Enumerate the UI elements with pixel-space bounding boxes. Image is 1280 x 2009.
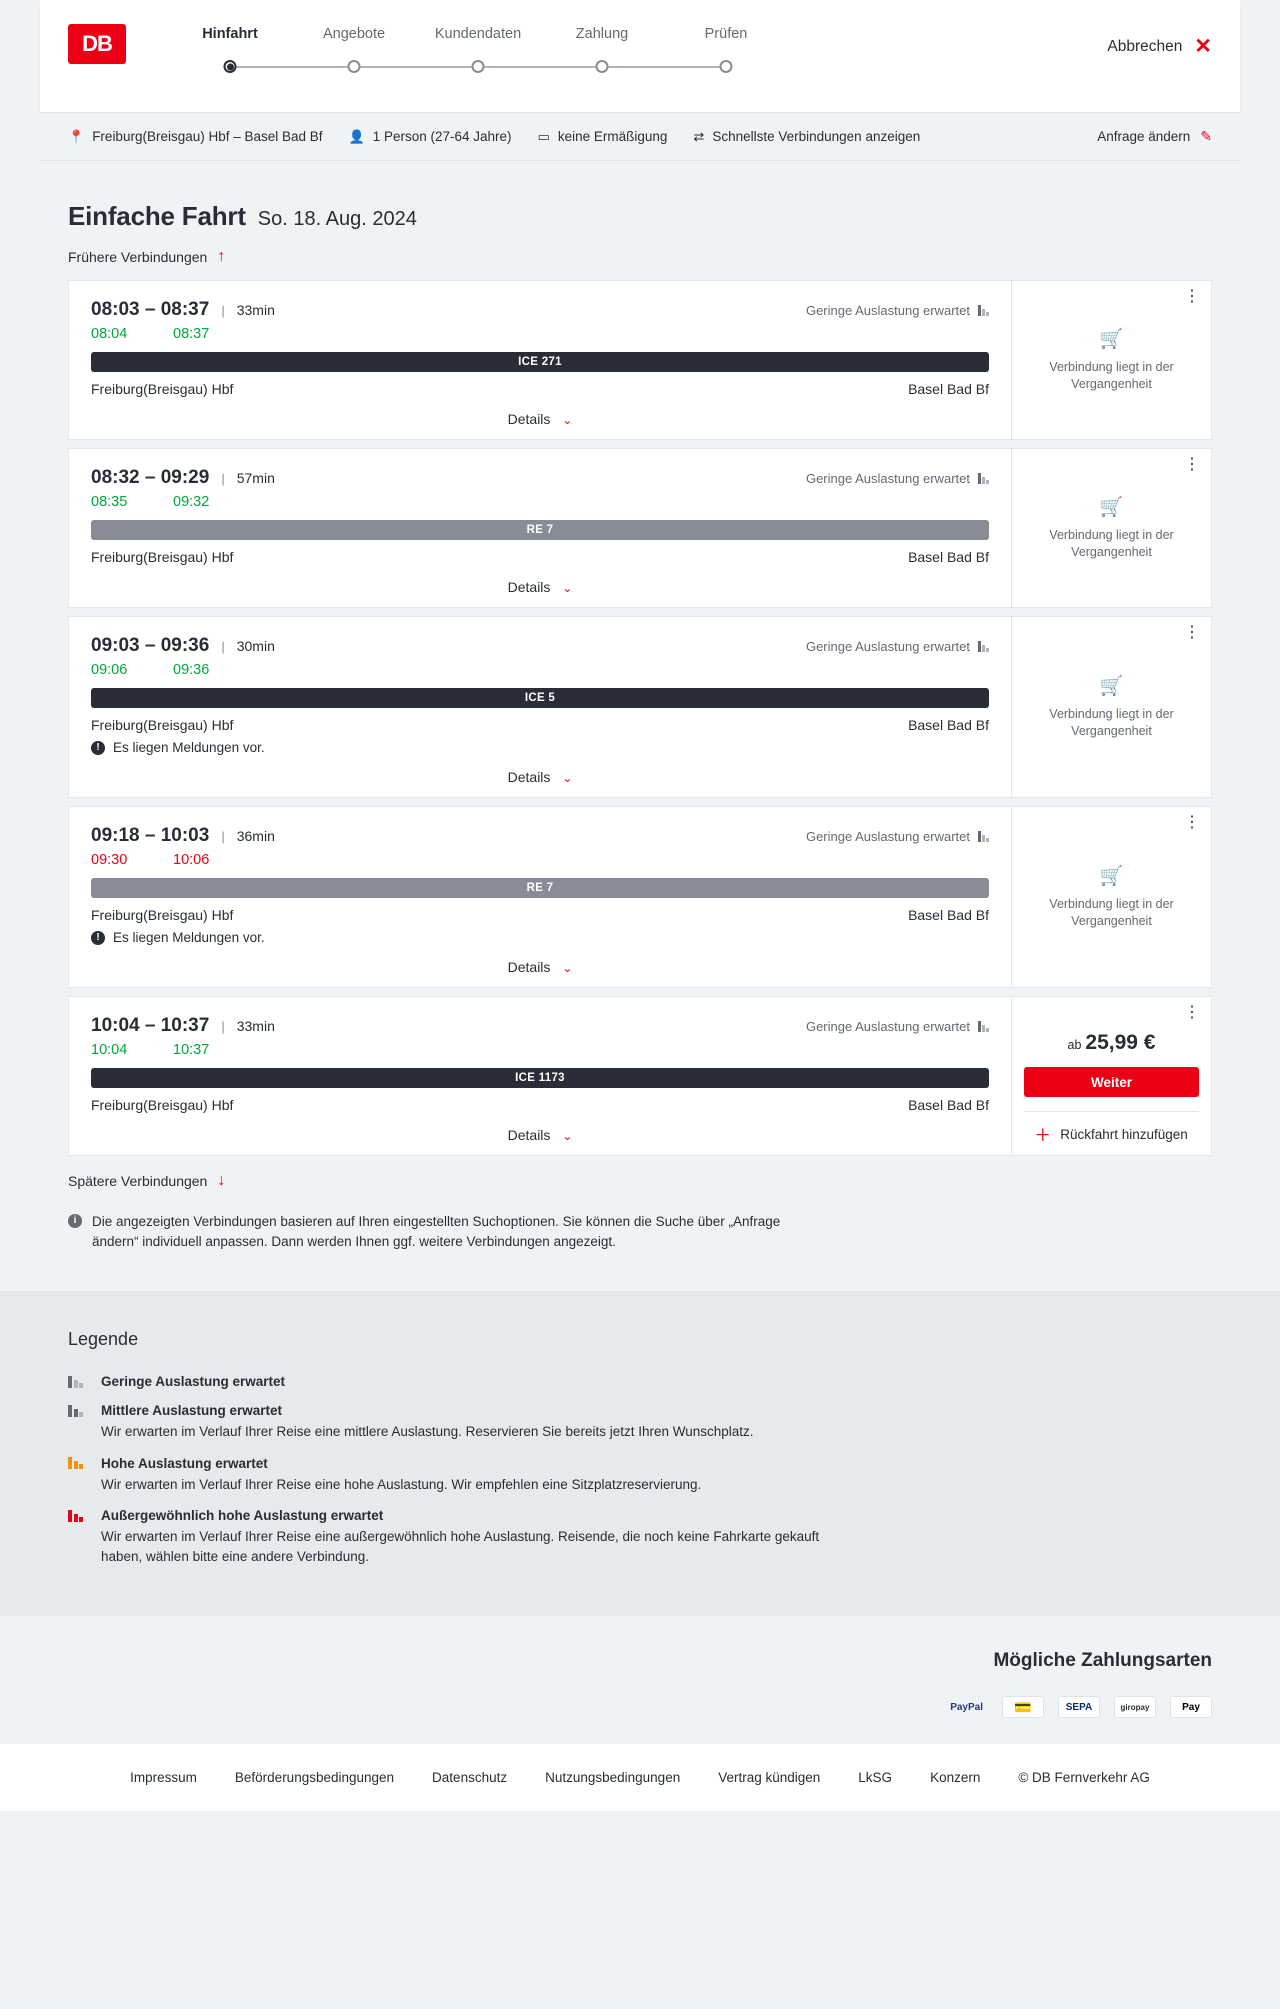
query-passengers-label: 1 Person (27-64 Jahre)	[372, 129, 512, 144]
connection-row[interactable]	[68, 616, 1212, 798]
chevron-down-icon: ⌄	[562, 771, 573, 785]
step-dot-icon	[720, 60, 733, 73]
realtime-departure: 09:30	[91, 852, 128, 868]
footer	[0, 1744, 1280, 1811]
step-label: Kundendaten	[434, 26, 522, 42]
past-connection-text: Verbindung liegt in der Vergangenheit	[1049, 897, 1174, 928]
earlier-connections-button[interactable]	[68, 248, 1212, 266]
station-to: Basel Bad Bf	[908, 1097, 989, 1113]
cancel-label: Abbrechen	[1107, 37, 1183, 55]
transfer-arrows-icon: ⇄	[693, 128, 705, 144]
connection-stations	[91, 907, 989, 923]
step-dot-icon	[472, 60, 485, 73]
connection-row[interactable]	[68, 280, 1212, 440]
station-to: Basel Bad Bf	[908, 717, 989, 733]
close-icon: ✕	[1194, 35, 1212, 58]
change-request-label: Anfrage ändern	[1097, 129, 1191, 144]
page-title	[68, 161, 1212, 232]
later-connections-label: Spätere Verbindungen	[68, 1173, 208, 1189]
utilization-high-icon	[68, 1457, 89, 1469]
applepay-icon: Pay	[1170, 1696, 1212, 1718]
train-bar: RE 7	[91, 878, 989, 898]
past-connection-notice	[1024, 844, 1199, 950]
details-label: Details	[507, 1127, 551, 1143]
cart-disabled-icon: 🛒	[1099, 866, 1124, 888]
chevron-down-icon: ⌄	[562, 961, 573, 975]
realtime-departure: 09:06	[91, 662, 128, 678]
details-toggle[interactable]	[91, 579, 989, 607]
search-options-note-text: Die angezeigten Verbindungen basieren auf Ihren eingestellten Suchoptionen. Sie können die Suche über „Anfrage ändern“ individuell anpassen. Dann werden Ihnen ggf. weitere Verbindungen angezeigt.	[92, 1214, 781, 1249]
connection-message	[91, 740, 989, 755]
utilization-low-icon	[68, 1376, 89, 1388]
details-label: Details	[507, 959, 551, 975]
utilization-very-high-icon	[68, 1510, 89, 1522]
utilization-medium-icon	[68, 1405, 89, 1417]
connection-time-range: 09:18 – 10:03	[91, 825, 210, 846]
creditcard-icon: 💳	[1002, 1696, 1044, 1718]
connection-actions	[1011, 281, 1211, 439]
connection-details	[69, 807, 1011, 987]
details-toggle[interactable]	[91, 959, 989, 987]
query-route[interactable]	[68, 129, 323, 145]
divider: |	[221, 303, 225, 318]
chevron-down-icon: ⌄	[562, 413, 573, 427]
more-options-icon[interactable]: ⋮	[1184, 624, 1201, 641]
more-options-icon[interactable]: ⋮	[1184, 1004, 1201, 1021]
search-options-note	[68, 1212, 828, 1251]
cart-disabled-icon: 🛒	[1099, 676, 1124, 698]
price-block	[1024, 1004, 1201, 1145]
bahncard-icon: ▭	[537, 128, 550, 144]
person-icon: 👤	[348, 128, 365, 144]
connection-time-range: 09:03 – 09:36	[91, 635, 210, 656]
footer-link-impressum[interactable]: Impressum	[130, 1770, 197, 1786]
step-connector	[478, 66, 602, 68]
utilization-indicator	[806, 471, 989, 486]
connection-row[interactable]	[68, 806, 1212, 988]
query-options[interactable]	[693, 129, 920, 145]
connection-details	[69, 617, 1011, 797]
utilization-indicator	[806, 829, 989, 844]
past-connection-text: Verbindung liegt in der Vergangenheit	[1049, 707, 1174, 738]
chevron-down-icon: ⌄	[562, 1129, 573, 1143]
price	[1024, 1031, 1199, 1055]
connection-actions	[1011, 617, 1211, 797]
connection-realtime	[91, 1042, 989, 1058]
utilization-label: Geringe Auslastung erwartet	[805, 639, 970, 654]
step-label: Angebote	[322, 26, 386, 42]
more-options-icon[interactable]: ⋮	[1184, 288, 1201, 305]
connection-details	[69, 997, 1011, 1155]
legend-item-very-high	[68, 1508, 1212, 1566]
price-prefix: ab	[1067, 1038, 1082, 1052]
connection-time-range: 08:03 – 08:37	[91, 299, 210, 320]
past-connection-notice	[1024, 475, 1199, 581]
divider: |	[221, 829, 225, 844]
past-connection-text: Verbindung liegt in der Vergangenheit	[1049, 528, 1174, 559]
step-connector	[354, 66, 478, 68]
details-toggle[interactable]	[91, 1127, 989, 1155]
price-value: 25,99 €	[1085, 1031, 1156, 1054]
divider: |	[221, 1019, 225, 1034]
station-from: Freiburg(Breisgau) Hbf	[91, 1097, 234, 1113]
past-connection-notice	[1024, 307, 1199, 413]
earlier-connections-label: Frühere Verbindungen	[68, 249, 208, 265]
past-connection-notice	[1024, 654, 1199, 760]
step-label: Zahlung	[575, 26, 629, 42]
legend-item-desc: Wir erwarten im Verlauf Ihrer Reise eine außergewöhnlich hohe Auslastung. Reisende, die noch keine Fahrkarte gekauft haben, wählen bitte eine andere Verbindung.	[101, 1529, 820, 1564]
utilization-bars-icon	[978, 1021, 989, 1032]
connection-booking	[1011, 997, 1211, 1155]
connection-stations	[91, 717, 989, 733]
realtime-departure: 10:04	[91, 1042, 128, 1058]
station-to: Basel Bad Bf	[908, 381, 989, 397]
connection-stations	[91, 381, 989, 397]
info-icon: !	[91, 931, 105, 945]
connection-row[interactable]	[68, 448, 1212, 608]
legend-title: Legende	[68, 1329, 139, 1350]
connection-realtime	[91, 494, 989, 510]
pencil-icon: ✎	[1200, 128, 1212, 144]
add-return-trip-label: Rückfahrt hinzufügen	[1060, 1127, 1188, 1142]
location-pin-icon: 📍	[68, 128, 85, 144]
step-dot-icon	[224, 60, 237, 73]
step-label: Prüfen	[704, 26, 748, 42]
footer-link-nutzungsbedingungen[interactable]: Nutzungsbedingungen	[545, 1770, 681, 1786]
footer-link-lksg[interactable]: LkSG	[858, 1770, 893, 1786]
step-kundendaten[interactable]	[416, 26, 540, 80]
utilization-indicator	[806, 303, 989, 318]
step-dot-icon	[596, 60, 609, 73]
query-summary-bar	[40, 113, 1240, 161]
add-return-trip-button[interactable]	[1024, 1111, 1199, 1145]
step-zahlung[interactable]	[540, 26, 664, 80]
station-from: Freiburg(Breisgau) Hbf	[91, 381, 234, 397]
connection-actions	[1011, 449, 1211, 607]
legend-item-low	[68, 1374, 1212, 1389]
details-toggle[interactable]	[91, 411, 989, 439]
query-discount-label: keine Ermäßigung	[557, 129, 668, 144]
db-logo[interactable]: DB	[68, 24, 126, 64]
cancel-button[interactable]	[1107, 36, 1212, 57]
continue-button[interactable]: Weiter	[1024, 1067, 1199, 1097]
payment-section	[0, 1616, 1280, 1744]
step-hinfahrt[interactable]	[168, 26, 292, 80]
step-dot-icon	[348, 60, 361, 73]
station-from: Freiburg(Breisgau) Hbf	[91, 717, 234, 733]
connection-message	[91, 930, 989, 945]
legend-item-desc: Wir erwarten im Verlauf Ihrer Reise eine hohe Auslastung. Wir empfehlen eine Sitzplatzreservierung.	[101, 1476, 702, 1492]
footer-copyright: © DB Fernverkehr AG	[1018, 1770, 1150, 1786]
info-icon: i	[68, 1214, 82, 1228]
more-options-icon[interactable]: ⋮	[1184, 456, 1201, 473]
connection-stations	[91, 549, 989, 565]
page-title-text: Einfache Fahrt	[68, 201, 246, 231]
giropay-icon: giropay	[1114, 1696, 1156, 1718]
legend-item-mid	[68, 1403, 1212, 1442]
connection-duration: 57min	[236, 470, 275, 486]
footer-link-datenschutz[interactable]: Datenschutz	[432, 1770, 508, 1786]
footer-link-befoerderungsbedingungen[interactable]: Beförderungsbedingungen	[234, 1770, 395, 1786]
station-from: Freiburg(Breisgau) Hbf	[91, 907, 234, 923]
cart-disabled-icon: 🛒	[1099, 329, 1124, 351]
connection-duration: 30min	[236, 638, 275, 654]
legend-item-label: Außergewöhnlich hohe Auslastung erwartet	[101, 1508, 384, 1524]
step-connector	[230, 66, 354, 68]
details-label: Details	[507, 411, 551, 427]
connection-time-range: 08:32 – 09:29	[91, 467, 210, 488]
utilization-bars-icon	[978, 473, 989, 484]
connection-message-text: Es liegen Meldungen vor.	[113, 740, 265, 755]
train-bar: ICE 271	[91, 352, 989, 372]
realtime-arrival: 10:06	[173, 852, 210, 868]
payment-title: Mögliche Zahlungsarten	[993, 1650, 1212, 1672]
train-bar: RE 7	[91, 520, 989, 540]
page-title-date: So. 18. Aug. 2024	[257, 208, 417, 230]
payment-methods	[68, 1696, 1212, 1718]
connection-duration: 36min	[236, 828, 275, 844]
query-options-label: Schnellste Verbindungen anzeigen	[712, 129, 921, 144]
later-connections-button[interactable]	[68, 1172, 1212, 1190]
station-to: Basel Bad Bf	[908, 907, 989, 923]
query-passengers[interactable]	[349, 129, 512, 145]
change-request-button[interactable]	[1097, 128, 1212, 145]
realtime-arrival: 09:32	[173, 494, 210, 510]
realtime-departure: 08:04	[91, 326, 128, 342]
realtime-departure: 08:35	[91, 494, 128, 510]
realtime-arrival: 08:37	[173, 326, 210, 342]
legend-item-high	[68, 1456, 1212, 1495]
utilization-label: Geringe Auslastung erwartet	[805, 303, 970, 318]
app-header	[40, 0, 1240, 113]
connection-row[interactable]	[68, 996, 1212, 1156]
connection-realtime	[91, 662, 989, 678]
sepa-icon: SEPA	[1058, 1696, 1100, 1718]
utilization-indicator	[806, 639, 989, 654]
utilization-indicator	[806, 1019, 989, 1034]
connection-stations	[91, 1097, 989, 1113]
step-pruefen[interactable]	[664, 26, 788, 80]
connection-details	[69, 449, 1011, 607]
footer-link-konzern[interactable]: Konzern	[930, 1770, 981, 1786]
past-connection-text: Verbindung liegt in der Vergangenheit	[1049, 360, 1174, 391]
utilization-bars-icon	[978, 305, 989, 316]
divider: |	[221, 471, 225, 486]
more-options-icon[interactable]: ⋮	[1184, 814, 1201, 831]
utilization-bars-icon	[978, 831, 989, 842]
legend-item-label: Geringe Auslastung erwartet	[101, 1374, 286, 1390]
connection-duration: 33min	[236, 302, 275, 318]
divider: |	[221, 639, 225, 654]
chevron-down-icon: ⌄	[562, 581, 573, 595]
utilization-label: Geringe Auslastung erwartet	[805, 471, 970, 486]
connection-realtime	[91, 326, 989, 342]
details-label: Details	[507, 579, 551, 595]
connection-realtime	[91, 852, 989, 868]
utilization-label: Geringe Auslastung erwartet	[805, 829, 970, 844]
cart-disabled-icon: 🛒	[1099, 497, 1124, 519]
legend-section	[0, 1291, 1280, 1616]
utilization-label: Geringe Auslastung erwartet	[805, 1019, 970, 1034]
station-from: Freiburg(Breisgau) Hbf	[91, 549, 234, 565]
legend-item-desc: Wir erwarten im Verlauf Ihrer Reise eine mittlere Auslastung. Reservieren Sie bereits jetzt Ihren Wunschplatz.	[101, 1424, 754, 1440]
realtime-arrival: 10:37	[173, 1042, 210, 1058]
train-bar: ICE 1173	[91, 1068, 989, 1088]
checkout-stepper	[168, 26, 788, 80]
legend-item-label: Hohe Auslastung erwartet	[101, 1455, 268, 1471]
step-connector	[602, 66, 726, 68]
connection-details	[69, 281, 1011, 439]
realtime-arrival: 09:36	[173, 662, 210, 678]
connection-time-range: 10:04 – 10:37	[91, 1015, 210, 1036]
legend-item-label: Mittlere Auslastung erwartet	[101, 1403, 283, 1419]
arrow-down-icon: ↓	[217, 1172, 226, 1189]
train-bar: ICE 5	[91, 688, 989, 708]
footer-link-vertrag-kuendigen[interactable]: Vertrag kündigen	[718, 1770, 821, 1786]
arrow-up-icon: ↑	[217, 248, 226, 265]
station-to: Basel Bad Bf	[908, 549, 989, 565]
step-label: Hinfahrt	[202, 26, 258, 42]
info-icon: !	[91, 741, 105, 755]
connection-actions	[1011, 807, 1211, 987]
details-toggle[interactable]	[91, 769, 989, 797]
connection-message-text: Es liegen Meldungen vor.	[113, 930, 265, 945]
plus-icon: ＋	[1035, 1127, 1051, 1144]
utilization-bars-icon	[978, 641, 989, 652]
paypal-icon: PayPal	[950, 1701, 983, 1713]
details-label: Details	[507, 769, 551, 785]
query-route-label: Freiburg(Breisgau) Hbf – Basel Bad Bf	[92, 129, 323, 144]
connection-duration: 33min	[236, 1018, 275, 1034]
main-content	[40, 161, 1240, 1291]
step-angebote[interactable]	[292, 26, 416, 80]
query-discount[interactable]	[538, 129, 668, 145]
